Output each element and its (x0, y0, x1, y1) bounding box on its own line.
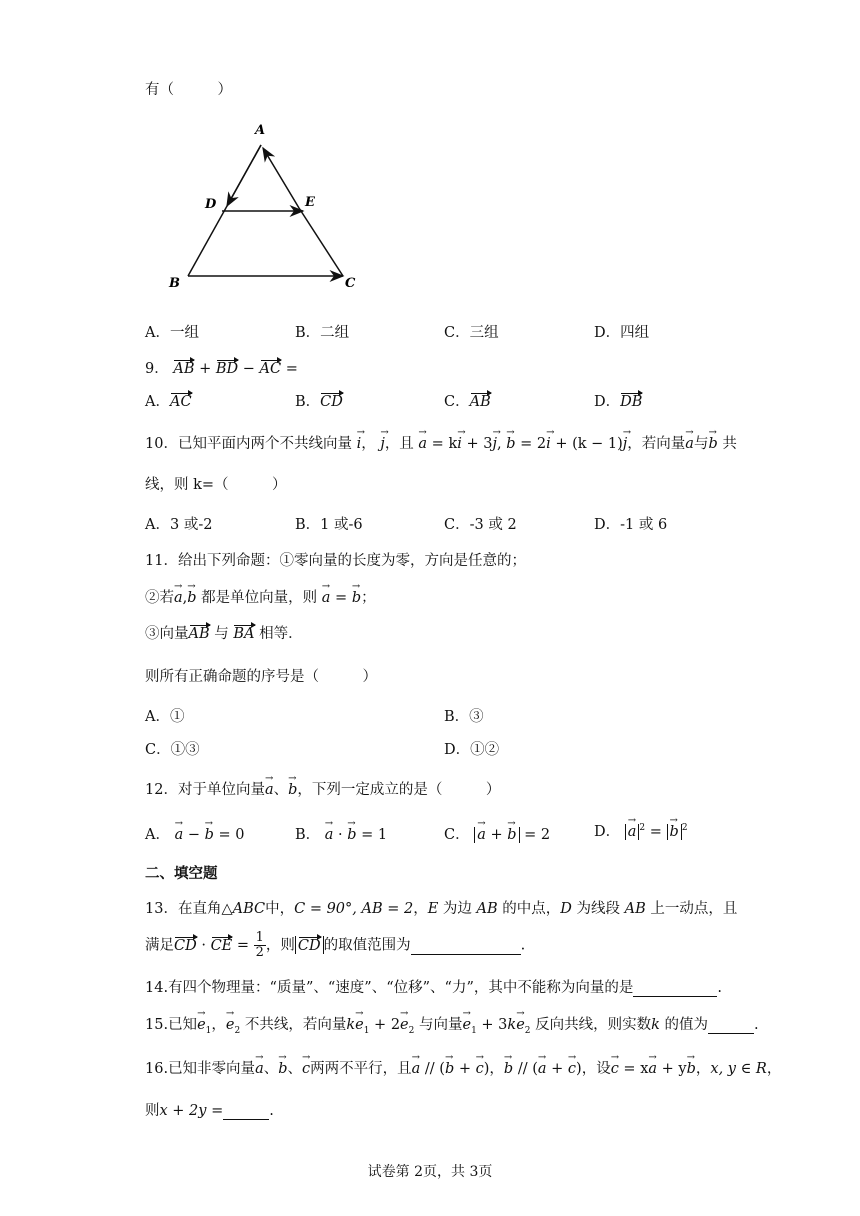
q10-option-c[interactable]: C．-3 或 2 (444, 517, 517, 533)
q15-line: 15.已知$e \to_1$，$e \to_2$ 不共线，若向量ke $\to_1 + 2e \to_2$ 与向量$e \to_1 + 3ke \to_2$ 反向共线，则实数k 的值为 . (145, 1013, 759, 1036)
q8-option-c[interactable]: C．三组 (444, 325, 499, 341)
q11-line3: ③向量AB 与 BA 相等． (145, 626, 303, 642)
q9-stem: 9． AB + BD − AC = (145, 361, 298, 377)
q9-option-b[interactable]: B．CD (295, 394, 343, 410)
q11-option-b[interactable]: B．③ (444, 709, 484, 725)
q10-option-a[interactable]: A．3 或-2 (145, 517, 213, 533)
q9-option-a[interactable]: A．AC (145, 394, 192, 410)
q9-option-d[interactable]: D．DB (594, 394, 643, 410)
q12-option-b[interactable]: B． a → · b → = 1 (295, 823, 387, 844)
triangle-figure (160, 115, 370, 295)
q11-line2: ②若a →,b → 都是单位向量，则 a → = b →； (145, 586, 376, 607)
q11-option-c[interactable]: C．①③ (145, 742, 200, 758)
label-a: A (255, 123, 266, 138)
label-e: E (305, 195, 315, 210)
q13-line2: 满足CD · CE = $\frac{1}{2}$ ，则 CD 的取值范围为 . (145, 930, 526, 960)
section-fill-in-title: 二、填空题 (145, 865, 218, 882)
q11-option-d[interactable]: D．①② (444, 742, 500, 758)
q15-answer-blank[interactable] (708, 1017, 754, 1034)
segment-ad (227, 145, 261, 206)
q14-answer-blank[interactable] (633, 980, 717, 997)
q11-line4: 则所有正确命题的序号是（ ） (145, 669, 377, 685)
q16-line1: 16.已知非零向量a →、b →、c →两两不平行，且a → // (b → + c →)，b → // (a → + c →)，设c → = xa → + yb →，x, y ∈ R， (145, 1057, 781, 1078)
q16-line2: 则x + 2y = . (145, 1103, 274, 1119)
segment-ea (263, 148, 299, 208)
q16-answer-blank[interactable] (223, 1103, 269, 1120)
q11-line1: 11．给出下列命题：①零向量的长度为零，方向是任意的； (145, 553, 526, 569)
segment-ce (299, 208, 343, 276)
q14-line: 14.有四个物理量：“质量”、“速度”、“位移”、“力”，其中不能称为向量的是 . (145, 980, 722, 996)
q9-option-c[interactable]: C．AB (444, 394, 491, 410)
label-c: C (345, 276, 356, 291)
q10-line1: 10．已知平面内两个不共线向量 i →， j →，且 a → = ki → + 3j →, b → = 2i → + (k − 1)j →，若向量a →与b → 共 (145, 432, 737, 453)
q8-option-d[interactable]: D．四组 (594, 325, 650, 341)
q8-option-a[interactable]: A．一组 (145, 325, 199, 341)
q10-option-d[interactable]: D．-1 或 6 (594, 517, 668, 533)
q12-option-a[interactable]: A． a → − b → = 0 (145, 823, 245, 844)
q11-option-a[interactable]: A．① (145, 709, 185, 725)
q13-line1: 13．在直角△ABC中，C = 90°, AB = 2，E 为边 AB 的中点，D 为线段 AB 上一动点，且 (145, 901, 738, 917)
q12-option-c[interactable]: C． a → + b → = 2 (444, 823, 550, 844)
q12-stem: 12．对于单位向量a →、b →，下列一定成立的是（ ） (145, 778, 500, 799)
page-footer: 试卷第 2页，共 3页 (367, 1164, 493, 1180)
label-d: D (205, 197, 217, 212)
label-b: B (169, 276, 180, 291)
q8-tail: 有（ ） (145, 82, 232, 98)
q12-option-d[interactable]: D． a → $^2$ = b → $^2$ (594, 820, 688, 841)
q8-option-b[interactable]: B．二组 (295, 325, 350, 341)
q10-line2: 线，则 k=（ ） (145, 477, 287, 493)
q10-option-b[interactable]: B．1 或-6 (295, 517, 363, 533)
q13-answer-blank[interactable] (411, 938, 521, 955)
